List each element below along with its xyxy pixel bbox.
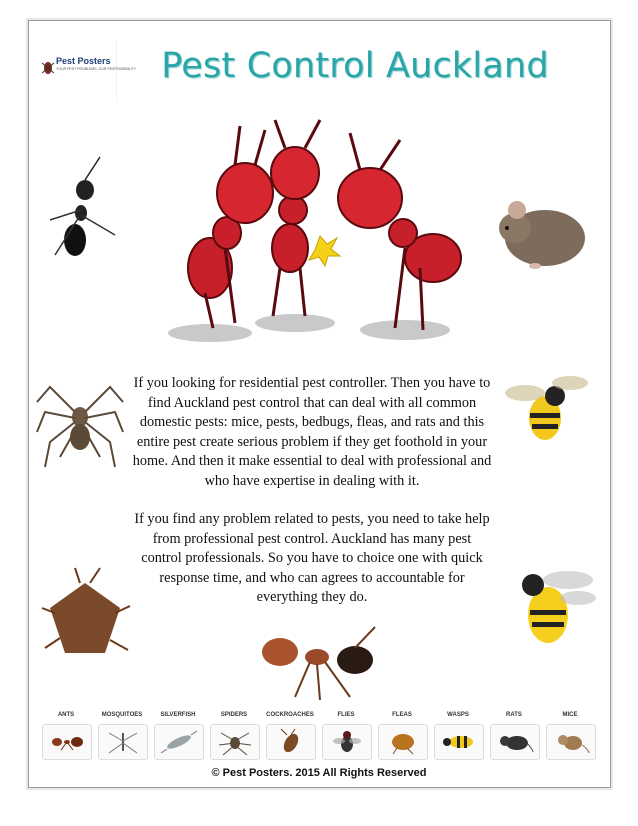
pest-category-rats xyxy=(488,712,540,762)
pest-category-ants xyxy=(40,712,92,762)
pest-category-label: FLIES xyxy=(337,712,355,718)
pest-category-silverfish xyxy=(152,712,204,762)
pest-category-wasps xyxy=(432,712,484,762)
pest-category-mice xyxy=(544,712,596,762)
ant-icon xyxy=(42,724,92,760)
spider-icon xyxy=(210,724,260,760)
spider-image xyxy=(35,372,125,472)
pest-category-flies xyxy=(320,712,372,762)
article-body xyxy=(132,374,492,627)
stink-bug-image xyxy=(40,568,135,668)
flea-icon xyxy=(378,724,428,760)
cartoon-fighting-ants-illustration xyxy=(165,118,475,348)
silverfish-icon xyxy=(154,724,204,760)
page-title: Pest Control Auckland xyxy=(161,46,549,86)
black-ant-image xyxy=(45,155,125,275)
pest-category-label: FLEAS xyxy=(392,712,412,718)
mouse-icon xyxy=(546,724,596,760)
mosquito-icon xyxy=(98,724,148,760)
pest-category-label: SILVERFISH xyxy=(160,712,196,718)
wasp-image-bottom xyxy=(488,560,598,660)
rat-icon xyxy=(490,724,540,760)
pest-category-mosquitoes xyxy=(96,712,148,762)
wasp-image-top xyxy=(500,358,595,478)
fly-icon xyxy=(322,724,372,760)
pest-category-spiders xyxy=(208,712,260,762)
cockroach-icon xyxy=(266,724,316,760)
mouse-image xyxy=(495,188,590,278)
pest-category-label: WASPS xyxy=(447,712,469,718)
wasp-icon xyxy=(434,724,484,760)
copyright-footer: © Pest Posters. 2015 All Rights Reserved xyxy=(211,767,427,779)
pest-category-strip xyxy=(40,712,600,762)
pest-category-label: MICE xyxy=(562,712,578,718)
logo-name: Pest Posters xyxy=(56,56,111,66)
pest-category-label: RATS xyxy=(506,712,522,718)
pest-category-label: SPIDERS xyxy=(220,712,248,718)
paragraph-1: If you looking for residential pest controller. Then you have to find Auckland pest control that can deal with all common domestic pests: mice, pests, bedbugs, fleas, and rats and this entire pest create serious problem if they get foothold in your home. And then it make essential to deal with professional and who have expertise in dealing with it. xyxy=(132,375,492,489)
paragraph-2: If you find any problem related to pests, you need to take help from professional pest control. Auckland has many pest control professionals. So you have to choice one with quick response time, and who can agrees to accountable for everything they do. xyxy=(134,511,490,605)
pest-category-cockroaches xyxy=(264,712,316,762)
logo-bug-icon xyxy=(40,58,56,76)
logo-tagline: YOUR PEST PROBLEMS, OUR RESPONSIBILITY xyxy=(56,67,137,71)
pest-category-fleas xyxy=(376,712,428,762)
pest-category-label: COCKROACHES xyxy=(266,712,314,718)
pest-category-label: MOSQUITOES xyxy=(101,712,143,718)
red-ant-image xyxy=(255,622,385,702)
pest-category-label: ANTS xyxy=(57,712,75,718)
